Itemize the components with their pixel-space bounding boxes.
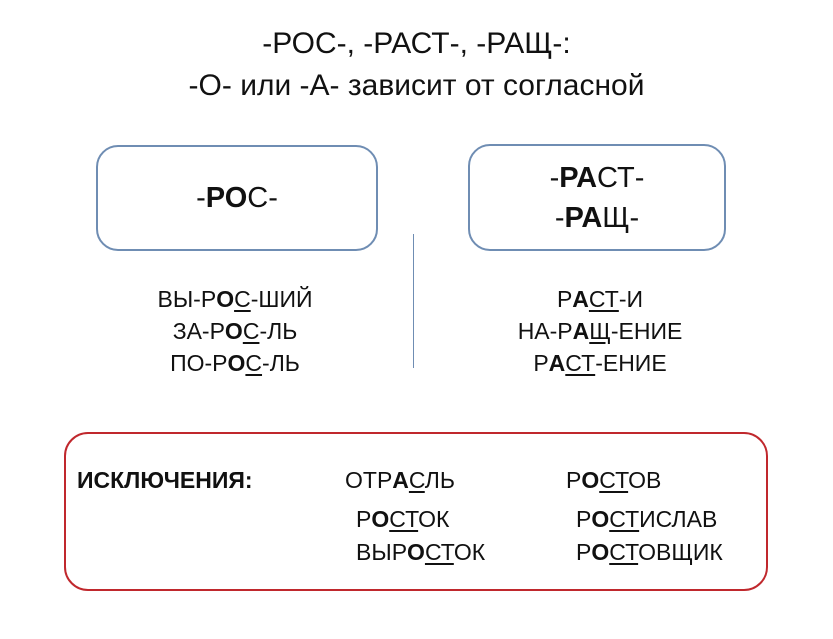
- examples-rast: [480, 283, 720, 379]
- exception-word: ОТРАСЛЬ: [345, 467, 455, 493]
- example-word: НА-РАЩ-ЕНИЕ: [517, 318, 683, 344]
- exception-word: РОСТОК: [356, 506, 450, 532]
- root-ros: -РОС-: [196, 182, 278, 214]
- example-word: РАСТ-И: [556, 286, 644, 312]
- title-line-2: -О- или -А- зависит от согласной: [188, 69, 645, 102]
- root-rasch: -РАЩ-: [554, 201, 640, 234]
- exception-word: РОСТИСЛАВ: [576, 506, 718, 532]
- examples-ros: [120, 283, 350, 379]
- example-word: ПО-РОС-ЛЬ: [170, 350, 300, 376]
- root-rast: -РАСТ-: [549, 161, 645, 194]
- root-box-rast-rasch: [468, 144, 726, 251]
- column-divider: [413, 234, 414, 368]
- title-line-1: -РОС-, -РАСТ-, -РАЩ-:: [262, 27, 571, 60]
- exception-word: РОСТОВ: [566, 467, 662, 493]
- example-word: ЗА-РОС-ЛЬ: [172, 318, 298, 344]
- root-box-ros: [96, 145, 378, 251]
- exception-word: РОСТОВЩИК: [576, 539, 723, 565]
- exceptions-label: ИСКЛЮЧЕНИЯ:: [77, 467, 253, 493]
- example-word: РАСТ-ЕНИЕ: [533, 350, 667, 376]
- exception-word: ВЫРОСТОК: [356, 539, 486, 565]
- example-word: ВЫ-РОС-ШИЙ: [157, 286, 313, 312]
